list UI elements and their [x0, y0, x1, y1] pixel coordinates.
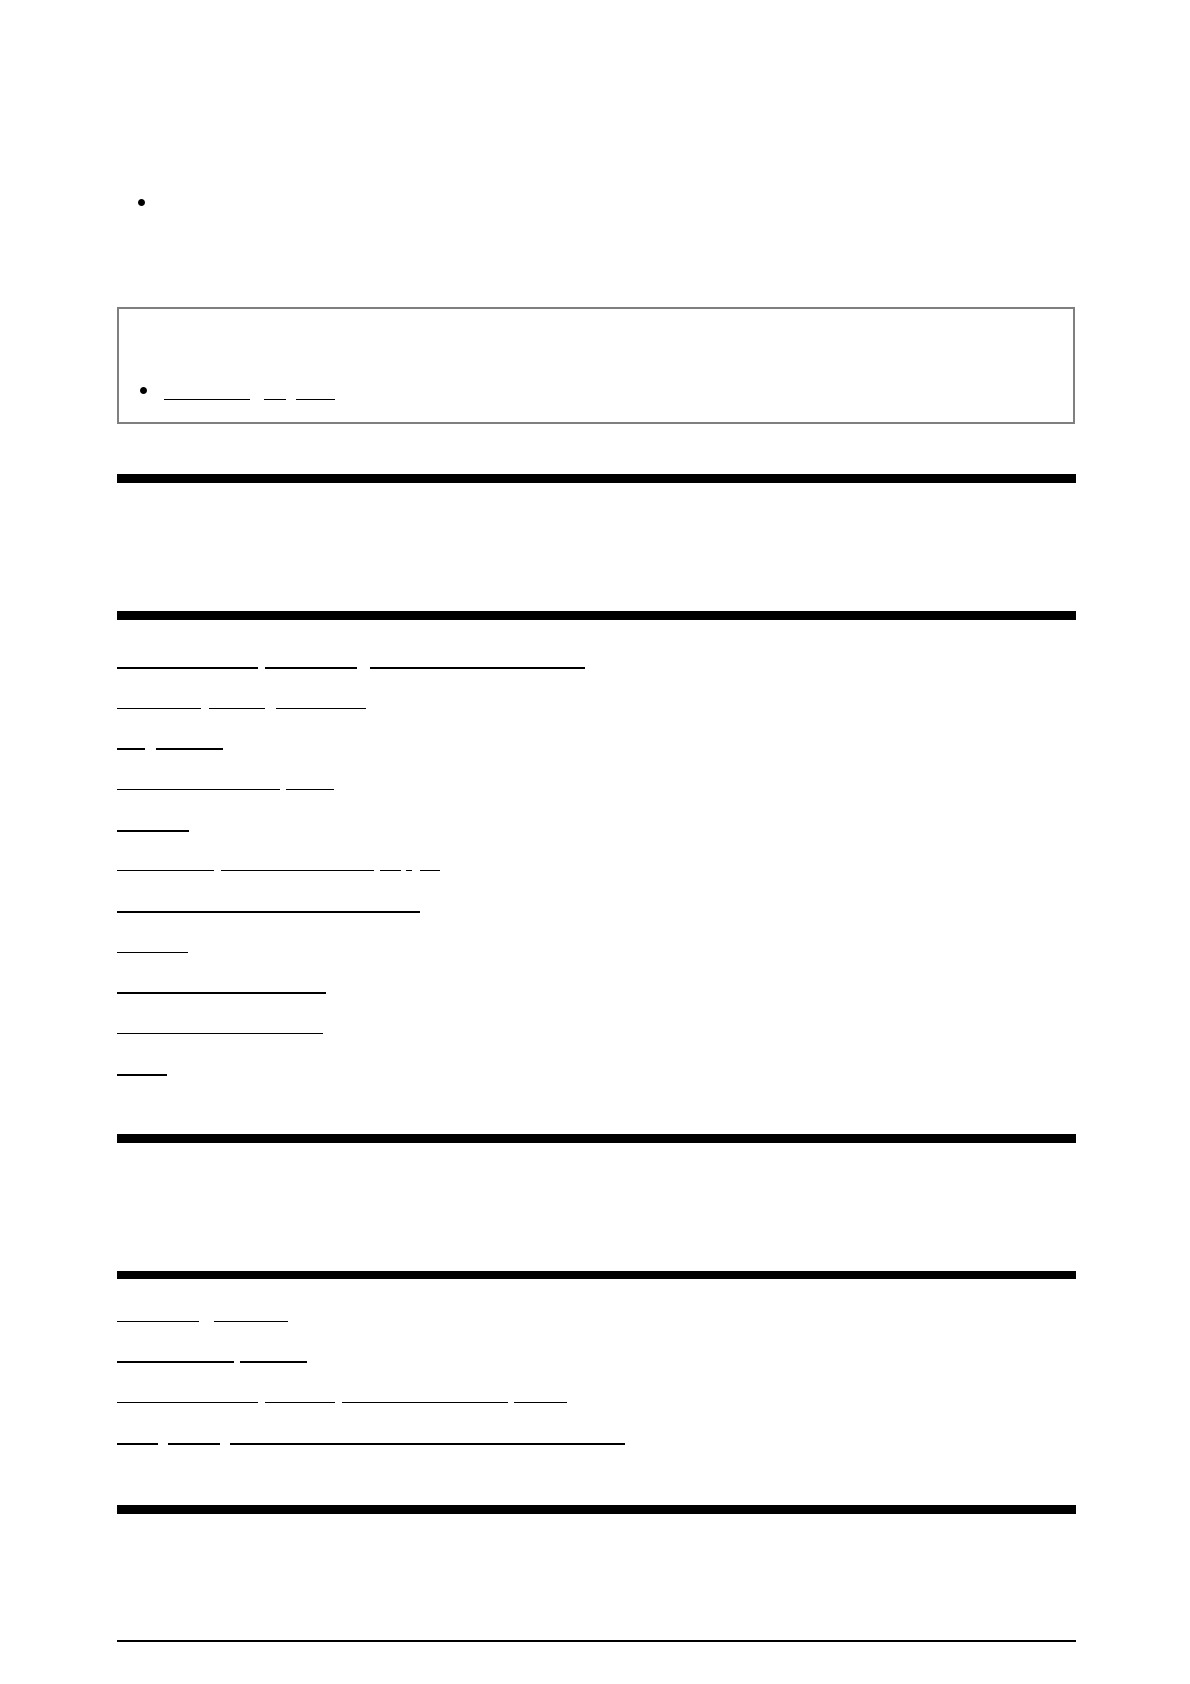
- link-6-ul-d: [406, 870, 412, 871]
- section-2-bottom-rule: [117, 1271, 1076, 1279]
- section-1-top-rule: [117, 474, 1076, 483]
- link-5-ul: [117, 830, 189, 832]
- link-6-ul-e: [420, 870, 440, 871]
- note-box-link[interactable]: [164, 378, 339, 400]
- section-1-bottom-rule: [117, 611, 1076, 620]
- s2-link-3-ul-b: [265, 1402, 335, 1403]
- note-link-underline-2: [264, 399, 286, 400]
- link-2-ul-b: [209, 708, 265, 709]
- link-8-ul: [117, 952, 188, 953]
- s2-link-3-ul-d: [514, 1402, 567, 1403]
- s2-link-2-ul-b: [240, 1361, 307, 1363]
- note-box: [117, 307, 1075, 424]
- link-6-ul-b: [221, 870, 374, 871]
- link-3-ul-b: [156, 748, 223, 750]
- s2-link-3-ul-a: [117, 1402, 258, 1403]
- section-1-link-10[interactable]: [117, 1011, 323, 1035]
- section-1-link-1[interactable]: [117, 645, 585, 669]
- s2-link-2-ul-a: [117, 1361, 234, 1363]
- note-link-underline-3: [296, 399, 335, 400]
- link-4-ul-a: [117, 789, 280, 790]
- section-1-link-6[interactable]: [117, 848, 440, 872]
- link-1-ul-c: [370, 667, 585, 669]
- note-link-underline-1: [164, 399, 250, 400]
- link-6-ul-a: [117, 870, 214, 871]
- s2-link-1-ul-a: [117, 1321, 199, 1322]
- section-2-link-1[interactable]: [117, 1299, 288, 1323]
- section-1-link-8[interactable]: [117, 930, 188, 954]
- link-10-ul: [117, 1033, 323, 1034]
- section-1-link-9[interactable]: [117, 970, 326, 994]
- link-11-ul: [117, 1074, 167, 1076]
- s2-link-4-ul-a: [117, 1443, 158, 1445]
- section-2-link-4[interactable]: [117, 1421, 625, 1445]
- s2-link-4-ul-b: [168, 1443, 220, 1445]
- link-7-ul: [117, 911, 420, 913]
- s2-link-1-ul-b: [214, 1321, 288, 1322]
- note-box-bullet: [140, 387, 147, 394]
- link-3-ul-a: [117, 748, 145, 750]
- section-1-link-5[interactable]: [117, 808, 189, 832]
- section-2-link-2[interactable]: [117, 1339, 307, 1363]
- link-1-ul-b: [265, 667, 357, 669]
- link-4-ul-b: [286, 789, 334, 790]
- link-2-ul-a: [117, 708, 201, 709]
- top-bullet: [138, 199, 145, 206]
- section-1-link-2[interactable]: [117, 686, 366, 710]
- link-1-ul-a: [117, 667, 258, 669]
- link-2-ul-c: [276, 708, 366, 709]
- link-6-ul-c: [380, 870, 401, 871]
- section-1-link-4[interactable]: [117, 767, 334, 791]
- section-3-top-rule: [117, 1505, 1076, 1514]
- s2-link-4-ul-c: [230, 1443, 625, 1445]
- s2-link-3-ul-c: [342, 1402, 508, 1403]
- link-9-ul: [117, 992, 326, 994]
- section-1-link-3[interactable]: [117, 726, 223, 750]
- footer-rule: [117, 1640, 1076, 1642]
- section-1-link-7[interactable]: [117, 889, 420, 913]
- section-1-link-11[interactable]: [117, 1052, 167, 1076]
- section-2-top-rule: [117, 1134, 1076, 1143]
- section-2-link-3[interactable]: [117, 1380, 567, 1404]
